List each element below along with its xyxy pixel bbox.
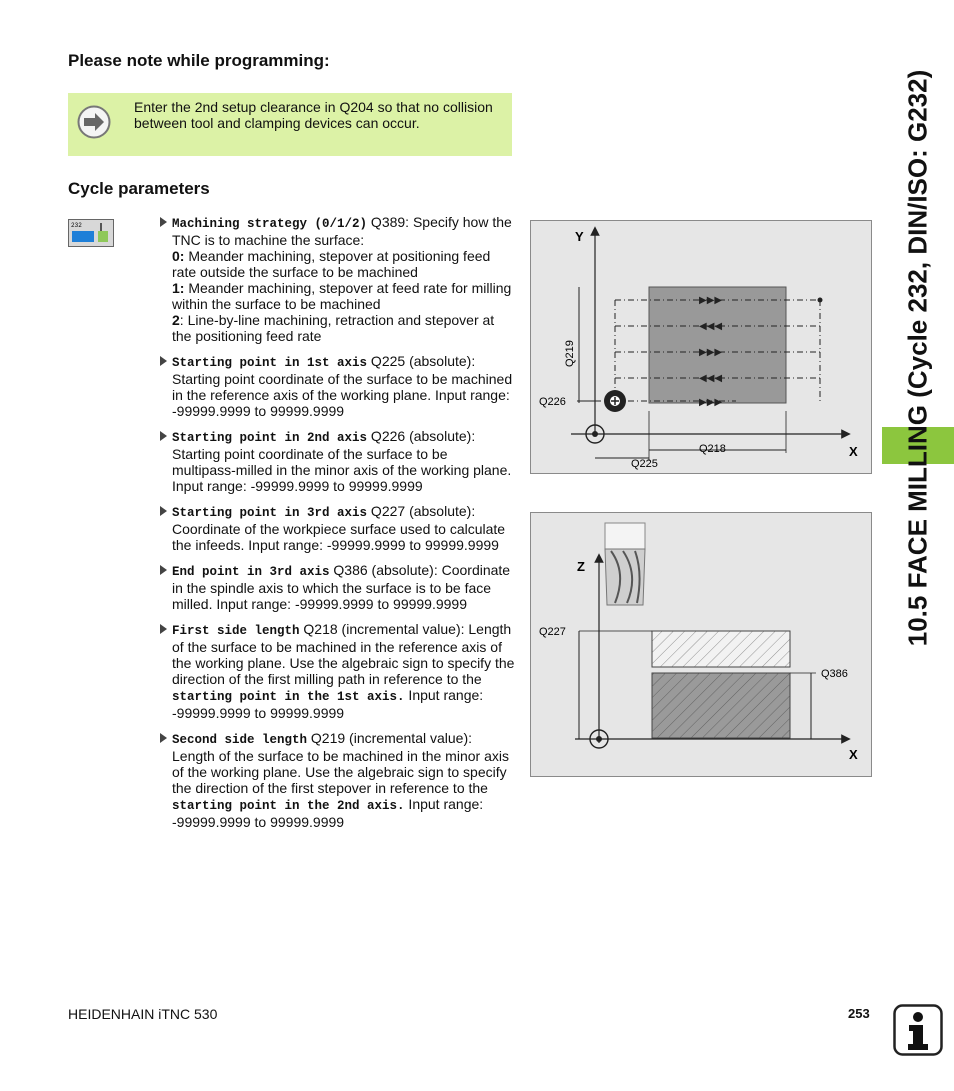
svg-text:▶▶▶: ▶▶▶ — [699, 295, 723, 306]
q386-label: Q386 — [821, 668, 848, 680]
option-1: 1: Meander machining, stepover at feed rate for milling within the surface to be machined — [172, 280, 512, 312]
param-desc: Q225 (absolute): Starting point coordinate of the surface to be machined in the reference axis of the working plane. Input range: -99999.9999 to 99999.9999 — [172, 353, 513, 419]
bullet-triangle-icon — [160, 624, 167, 634]
y-axis-label: Y — [575, 229, 584, 244]
param-start-2nd-axis — [160, 428, 515, 494]
figure-xy-plan — [530, 220, 872, 474]
param-ref: starting point in the 2nd axis. — [172, 799, 405, 813]
param-desc: Q386 (absolute): Coordinate in the spindle axis to which the surface is to be face milled. Input range: -99999.9999 to 99999.9999 — [172, 562, 511, 612]
param-desc: Q226 (absolute): Starting point coordinate of the surface to be multipass-milled in the minor axis of the working plane. Input range: -99999.9999 to 99999.9999 — [172, 428, 512, 494]
chapter-side-title: 10.5 FACE MILLING (Cycle 232, DIN/ISO: G232) — [902, 69, 933, 647]
param-desc: Q227 (absolute): Coordinate of the workpiece surface used to calculate the infeeds. Input range: -99999.9999 to 99999.9999 — [172, 503, 506, 553]
param-second-side-length — [160, 730, 515, 830]
bullet-triangle-icon — [160, 217, 167, 227]
bullet-triangle-icon — [160, 506, 167, 516]
milling-cutter-icon — [604, 390, 626, 412]
param-desc: Q389: Specify how the TNC is to machine the surface: — [172, 214, 512, 248]
option-0: 0: Meander machining, stepover at positioning feed rate outside the surface to be machined — [172, 248, 491, 280]
figure-zx-side — [530, 512, 872, 777]
param-tail: Input range: -99999.9999 to 99999.9999 — [172, 796, 484, 830]
bullet-triangle-icon — [160, 565, 167, 575]
z-axis-label: Z — [577, 559, 585, 574]
cycle-icon-label: 232 — [71, 222, 82, 229]
q219-label: Q219 — [564, 340, 576, 367]
param-start-3rd-axis — [160, 503, 515, 553]
param-desc: Q219 (incremental value): Length of the surface to be machined in the minor axis of the working plane. Use the algebraic sign to specify the direction of the first stepover in reference to the — [172, 730, 509, 796]
param-name: First side length — [172, 624, 300, 638]
param-first-side-length — [160, 621, 515, 721]
bullet-triangle-icon — [160, 733, 167, 743]
param-name: Starting point in 2nd axis — [172, 431, 368, 445]
parameter-list — [160, 214, 515, 839]
param-name: Starting point in 3rd axis — [172, 506, 368, 520]
end-mill-icon — [605, 523, 645, 605]
param-name: Machining strategy (0/1/2) — [172, 217, 368, 231]
svg-text:▶▶▶: ▶▶▶ — [699, 347, 723, 358]
param-desc: Q218 (incremental value): Length of the surface to be machined in the reference axis of the working plane. Use the algebraic sign to specify the direction of the first milling path in reference to the — [172, 621, 515, 687]
q226-label: Q226 — [539, 396, 566, 408]
cycle-parameters-heading: Cycle parameters — [68, 179, 210, 198]
svg-text:◀◀◀: ◀◀◀ — [699, 373, 723, 384]
param-start-1st-axis — [160, 353, 515, 419]
bullet-triangle-icon — [160, 356, 167, 366]
note-text: Enter the 2nd setup clearance in Q204 so that no collision between tool and clamping devices can occur. — [134, 99, 493, 131]
option-2: 2: Line-by-line machining, retraction and stepover at the positioning feed rate — [172, 312, 495, 344]
q218-label: Q218 — [699, 443, 726, 455]
page-number: 253 — [848, 1006, 870, 1021]
note-heading: Please note while programming: — [68, 51, 330, 70]
svg-text:▶▶▶: ▶▶▶ — [699, 397, 723, 408]
param-name: Starting point in 1st axis — [172, 356, 368, 370]
bullet-triangle-icon — [160, 431, 167, 441]
x-axis-label-2: X — [849, 747, 858, 762]
param-name: End point in 3rd axis — [172, 565, 330, 579]
x-axis-label: X — [849, 444, 858, 459]
svg-text:◀◀◀: ◀◀◀ — [699, 321, 723, 332]
param-tail: Input range: -99999.9999 to 99999.9999 — [172, 687, 484, 721]
note-box — [68, 93, 512, 156]
param-machining-strategy — [160, 214, 515, 344]
arrow-right-icon — [77, 105, 111, 139]
q225-label: Q225 — [631, 458, 658, 470]
cycle-232-icon — [68, 219, 114, 247]
param-end-3rd-axis — [160, 562, 515, 612]
info-icon — [893, 1004, 943, 1056]
param-name: Second side length — [172, 733, 308, 747]
param-ref: starting point in the 1st axis. — [172, 690, 405, 704]
footer-manual-name: HEIDENHAIN iTNC 530 — [68, 1006, 218, 1022]
q227-label: Q227 — [539, 626, 566, 638]
